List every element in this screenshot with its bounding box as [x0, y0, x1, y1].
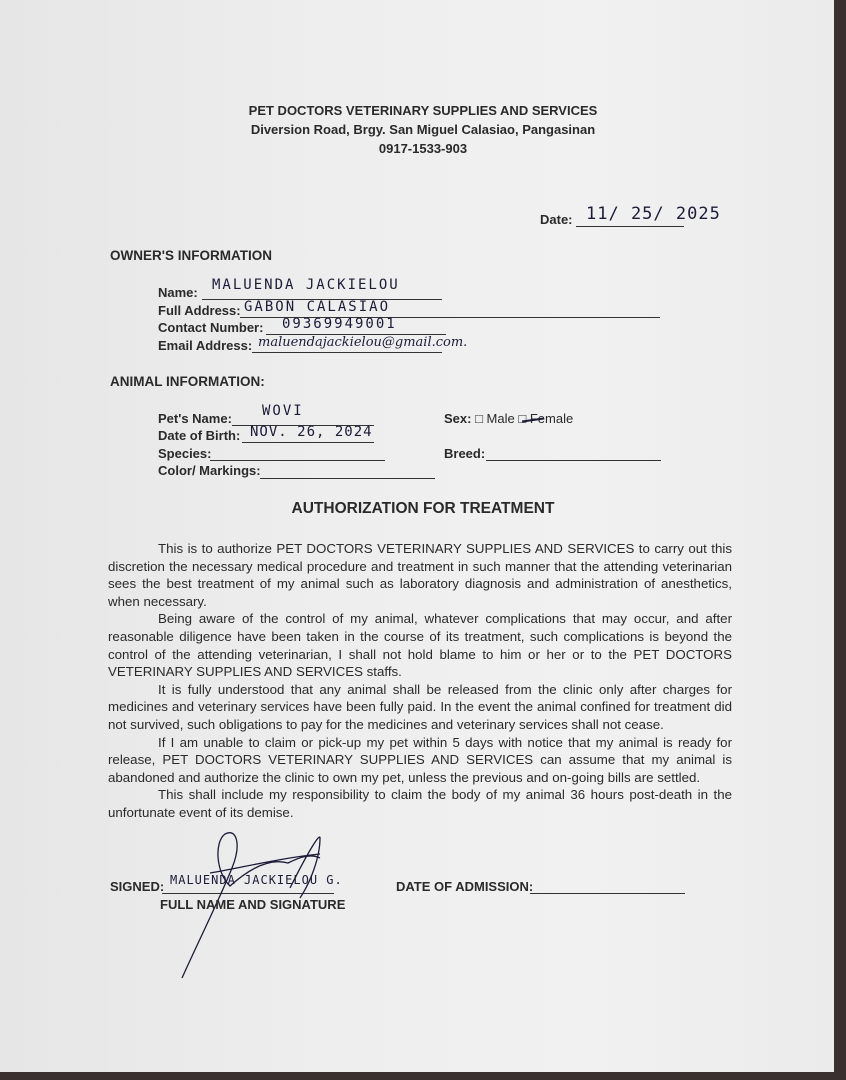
paragraph: Being aware of the control of my animal, whatever complications that may occur, and after reasonable diligence have been taken in the course of its treatment, such complications is beyond the control of the attending veterinarian, I shall not hold blame to him or her or to the PET DOCTORS VETERINARY SUPPLIES AND SERVICES staffs. [108, 611, 732, 680]
name-label: Name: [158, 285, 198, 300]
pet-name-label: Pet's Name: [158, 411, 232, 426]
clinic-name: PET DOCTORS VETERINARY SUPPLIES AND SERVICES [248, 103, 598, 118]
email-value: maluendajackielou@gmail.com. [258, 335, 468, 350]
color-label: Color/ Markings: [158, 463, 261, 478]
sex-female-option[interactable]: □ Female [518, 411, 574, 426]
sex-field [444, 411, 573, 426]
authorization-text [108, 540, 732, 822]
address-label: Full Address: [158, 303, 241, 318]
clinic-address: Diversion Road, Brgy. San Miguel Calasiao, Pangasinan [250, 122, 596, 137]
signed-label: SIGNED: [110, 879, 165, 894]
dob-label: Date of Birth: [158, 428, 241, 443]
contact-value: 09369949001 [282, 316, 397, 332]
signature-caption: FULL NAME AND SIGNATURE [160, 897, 346, 912]
paragraph: This shall include my responsibility to claim the body of my animal 36 hours post-death in the unfortunate event of its demise. [108, 787, 732, 820]
date-label: Date: [540, 212, 573, 227]
sex-label: Sex: [444, 411, 472, 426]
paragraph: This is to authorize PET DOCTORS VETERINARY SUPPLIES AND SERVICES to carry out this discretion the necessary medical procedure and treatment in such manner that the attending veterinarian sees the best treatment of my animal such as laboratory diagnosis and administration of anesthetics, when necessary. [108, 541, 732, 609]
signed-name-value: MALUENDA JACKIELOU G. [170, 873, 343, 887]
paragraph: If I am unable to claim or pick-up my pet within 5 days with notice that my animal is ready for release, PET DOCTORS VETERINARY SUPPLIES AND SERVICES can assume that my animal is abandoned and authorize the clinic to own my pet, unless the previous and on-going bills are settled. [108, 734, 732, 785]
admission-date-label: DATE OF ADMISSION: [396, 879, 534, 894]
owner-section-title: OWNER'S INFORMATION [110, 248, 272, 263]
animal-section-title: ANIMAL INFORMATION: [110, 374, 265, 389]
clinic-phone: 0917-1533-903 [378, 141, 468, 156]
sex-male-option[interactable]: □ Male [475, 411, 515, 426]
contact-label: Contact Number: [158, 320, 264, 335]
breed-label: Breed: [444, 446, 486, 461]
species-label: Species: [158, 446, 212, 461]
pet-name-value: WOVI [262, 403, 304, 419]
paragraph: It is fully understood that any animal shall be released from the clinic only after charges for medicines and veterinary services have been fully paid. In the event the animal confined for treatment did not survived, such obligations to pay for the medicines and veterinary services shall not cease. [108, 681, 732, 732]
dob-value: NOV. 26, 2024 [250, 424, 373, 440]
authorization-title: AUTHORIZATION FOR TREATMENT [291, 500, 555, 517]
email-label: Email Address: [158, 338, 253, 353]
address-value: GABON CALASIAO [244, 299, 391, 315]
date-value: 11/ 25/ 2025 [586, 204, 721, 224]
name-value: MALUENDA JACKIELOU [212, 277, 400, 293]
